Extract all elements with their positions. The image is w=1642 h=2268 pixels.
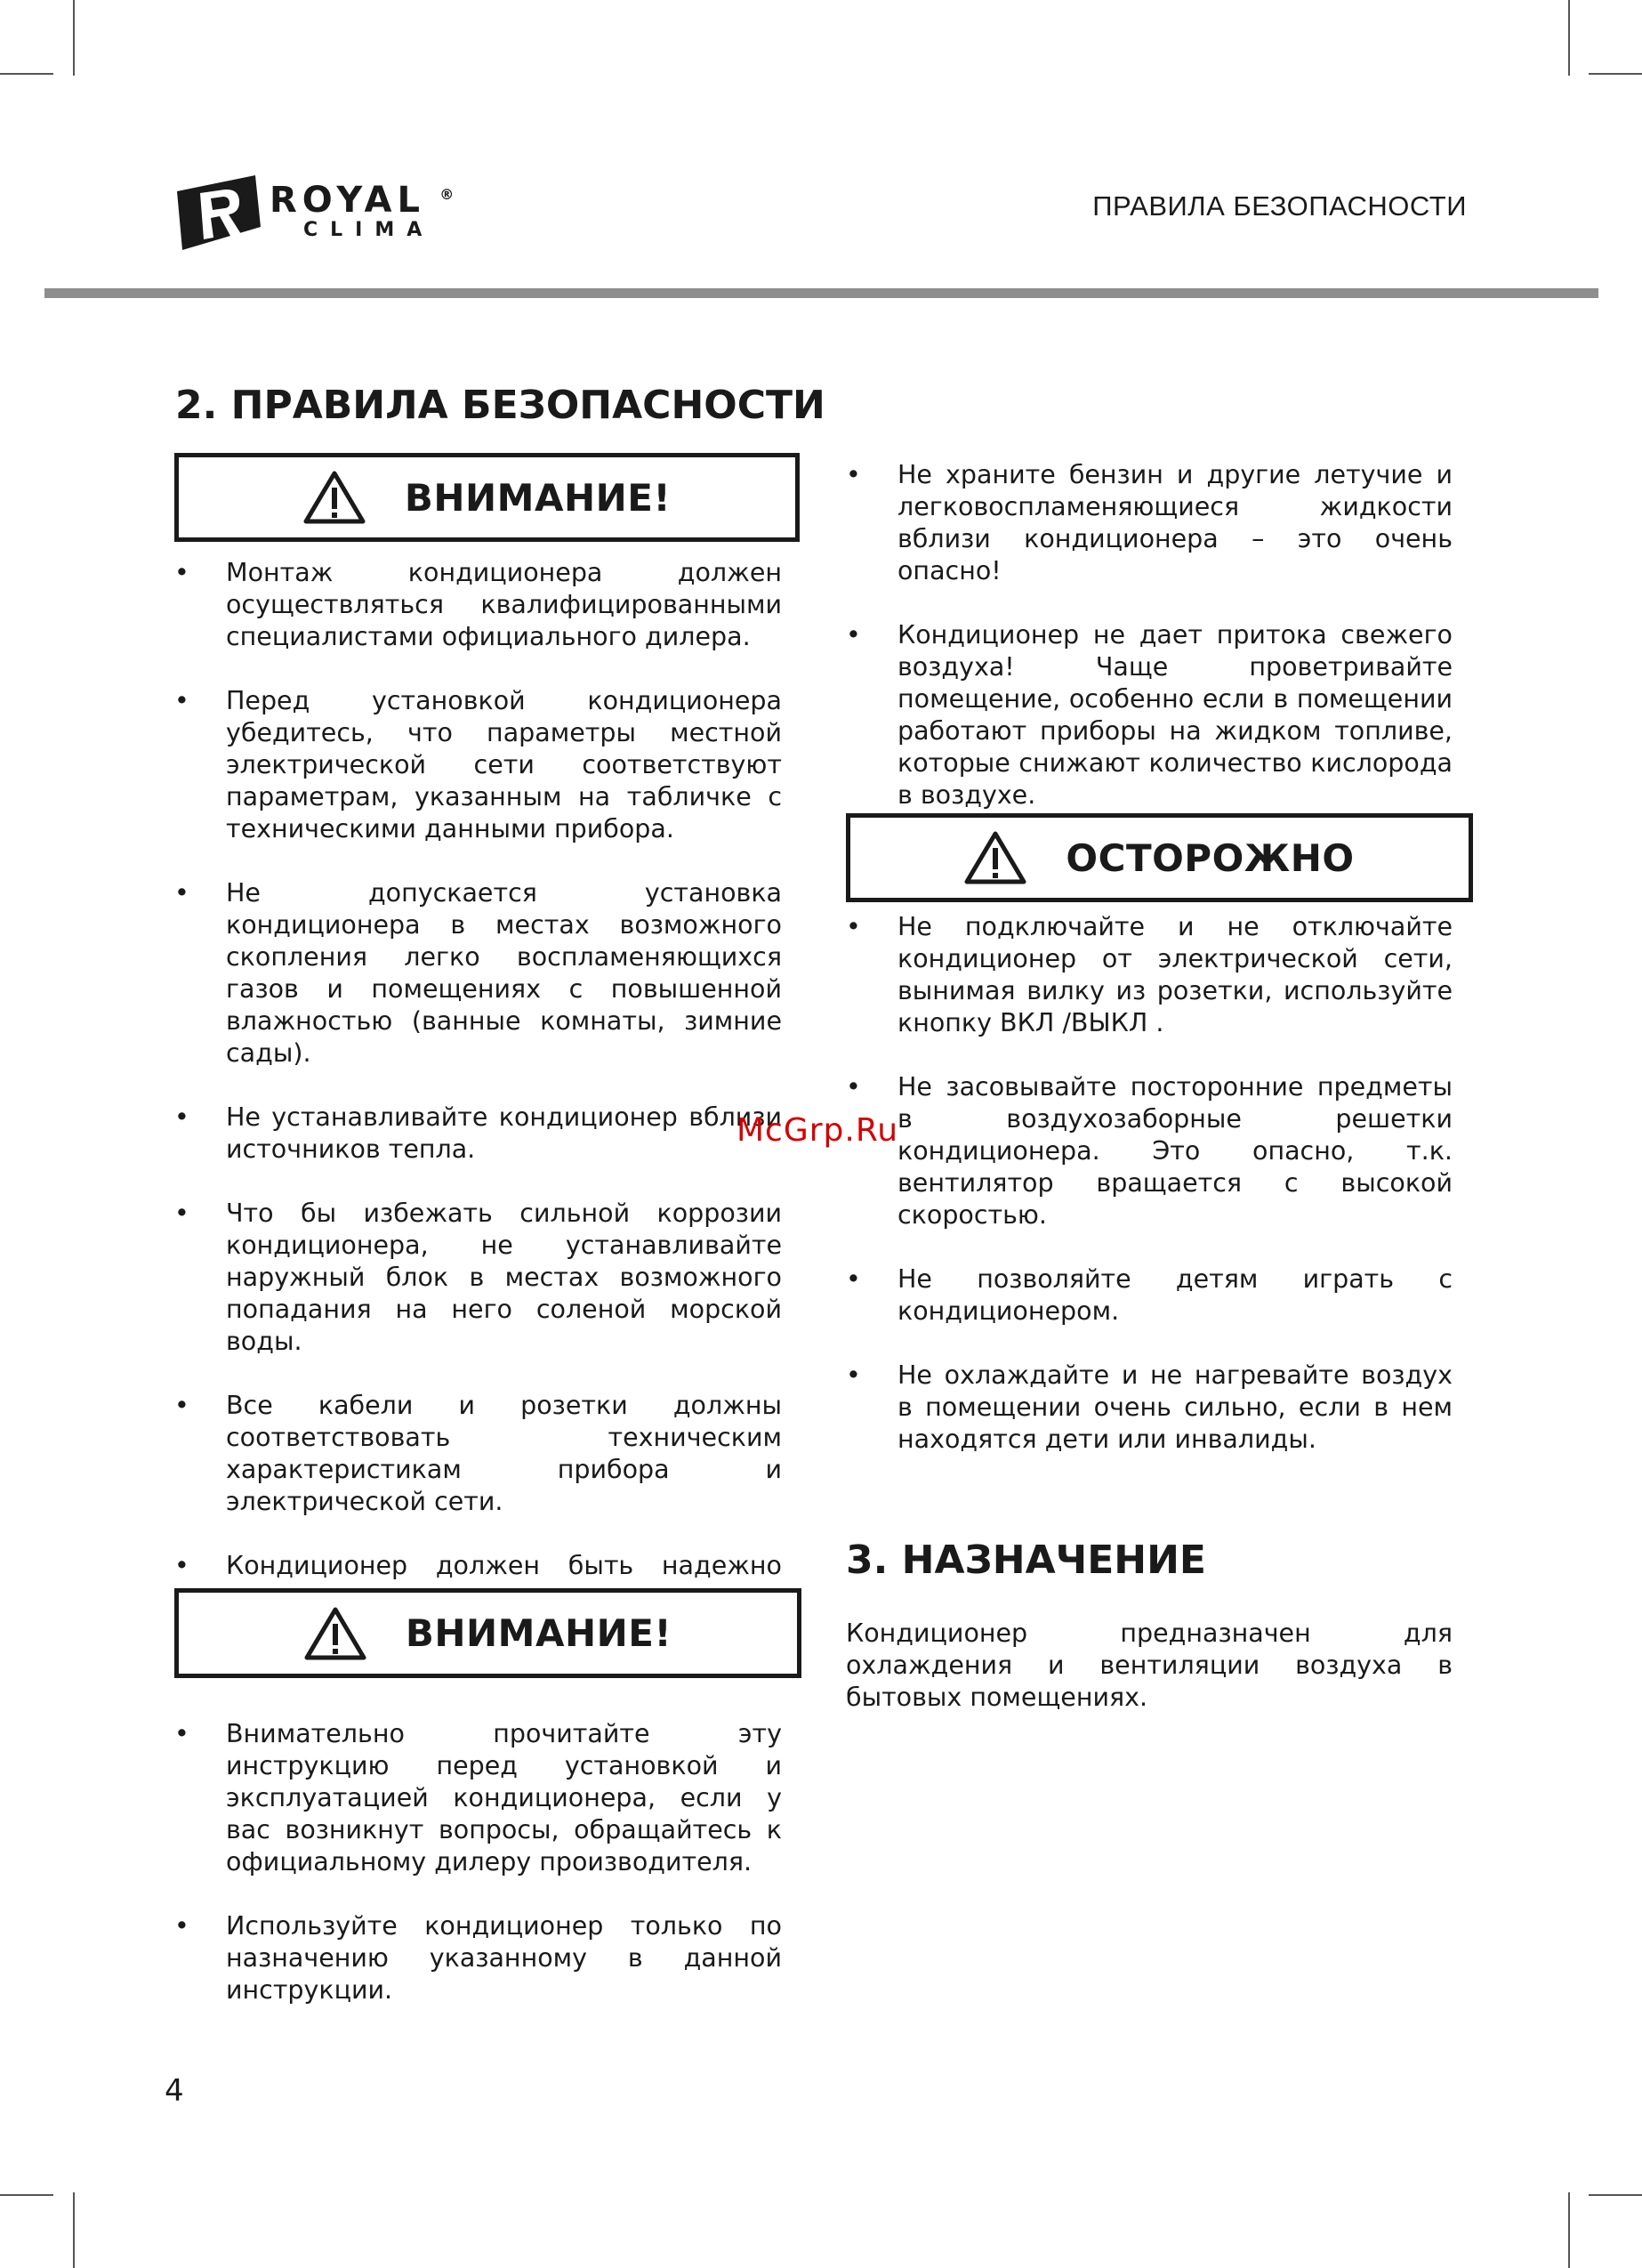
- attention-label: ВНИМАНИЕ!: [405, 1611, 672, 1655]
- warning-triangle-icon: [304, 1606, 366, 1661]
- list-item: • Не допускается установка кондиционера в местах возможного скопления легко воспламеняющихся газов и помещениях с повышенной влажностью (ванные комнаты, зимние сады).: [174, 878, 782, 1068]
- list-item: • Перед установкой кондиционера убедитесь, что параметры местной электрической сети соответствуют параметрам, указанным на табличке с техническими данными прибора.: [174, 686, 782, 843]
- list-item: • Кондиционер не дает притока свежего воздуха! Чаще проветривайте помещение, особенно если в помещении работают приборы на жидком топливе, которые снижают количество кислорода в воздухе.: [846, 620, 1453, 810]
- brand-name-bottom: CLIMA: [303, 219, 435, 241]
- watermark: McGrp.Ru: [736, 1112, 899, 1149]
- crop-mark: [0, 73, 53, 75]
- crop-mark: [1568, 0, 1570, 76]
- list-item: • Что бы избежать сильной коррозии кондиционера, не устанавливайте наружный блок в местах возможного попадания на него соленой морской воды.: [174, 1199, 782, 1356]
- list-item: • Не охлаждайте и не нагревайте воздух в помещении очень сильно, если в нем находятся дети или инвалиды.: [846, 1360, 1453, 1454]
- list-item: • Все кабели и розетки должны соответствовать техническим характеристикам прибора и электрической сети.: [174, 1391, 782, 1516]
- list-item: • Не устанавливайте кондиционер вблизи источников тепла.: [174, 1102, 782, 1164]
- brand-name-top: ROYAL: [270, 180, 425, 221]
- caution-label: ОСТОРОЖНО: [1066, 835, 1355, 880]
- list-item: • Не позволяйте детям играть с кондиционером.: [846, 1264, 1453, 1326]
- brand-logo: [173, 174, 485, 254]
- safety-section-heading: 2. ПРАВИЛА БЕЗОПАСНОСТИ: [175, 383, 825, 428]
- royal-clima-emblem-icon: [173, 174, 262, 254]
- left-instructions-list: [174, 1718, 782, 2006]
- attention-box-2: [174, 1588, 801, 1678]
- crop-mark: [1568, 2192, 1570, 2268]
- attention-label: ВНИМАНИЕ!: [404, 475, 672, 520]
- right-caution-list: [846, 911, 1453, 1456]
- page-number: 4: [165, 2073, 184, 2109]
- warning-triangle-icon: [964, 830, 1026, 885]
- crop-mark: [0, 2194, 53, 2196]
- list-item: • Кондиционер должен быть надежно: [174, 1551, 782, 1580]
- registered-mark: ®: [439, 186, 455, 203]
- list-item: • Монтаж кондиционера должен осуществляться квалифицированными специалистами официального дилера.: [174, 558, 782, 651]
- purpose-text: Кондиционер предназначен для охлаждения и вентиляции воздуха в бытовых помещениях.: [846, 1618, 1453, 1712]
- list-item: • Не подключайте и не отключайте кондиционер от электрической сети, вынимая вилку из розетки, используйте кнопку ВКЛ /ВЫКЛ .: [846, 912, 1453, 1037]
- running-header: ПРАВИЛА БЕЗОПАСНОСТИ: [1092, 190, 1467, 222]
- caution-box: [846, 813, 1473, 902]
- list-item: • Используйте кондиционер только по назначению указанному в данной инструкции.: [174, 1911, 782, 2005]
- crop-mark: [1589, 73, 1642, 75]
- header-divider: [44, 288, 1598, 298]
- crop-mark: [1589, 2194, 1642, 2196]
- crop-mark: [73, 0, 75, 76]
- list-item: • Внимательно прочитайте эту инструкцию перед установкой и эксплуатацией кондиционера, если у вас возникнут вопросы, обращайтесь к официальному дилеру производителя.: [174, 1719, 782, 1877]
- list-item: • Не храните бензин и другие летучие и легковоспламеняющиеся жидкости вблизи кондиционера – это очень опасно!: [846, 460, 1453, 585]
- crop-mark: [73, 2192, 75, 2268]
- purpose-section-heading: 3. НАЗНАЧЕНИЕ: [846, 1538, 1206, 1583]
- warning-triangle-icon: [303, 470, 366, 525]
- left-safety-list: [174, 557, 782, 1614]
- list-item: • Не засовывайте посторонние предметы в воздухозаборные решетки кондиционера. Это опасно, т.к. вентилятор вращается с высокой скоростью.: [846, 1072, 1453, 1230]
- right-safety-list: [846, 459, 1453, 811]
- attention-box-1: [174, 453, 800, 542]
